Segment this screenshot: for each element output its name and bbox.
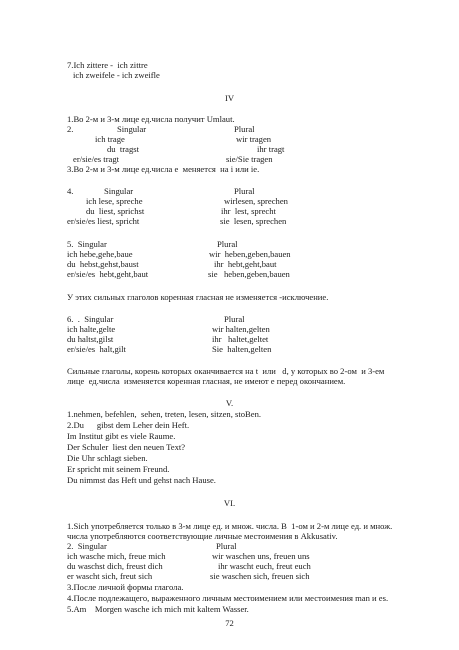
text-line: du waschst dich, freust dich <box>67 561 163 571</box>
text-line: ich halte,gelte <box>67 324 116 334</box>
text-line: 4. <box>67 186 74 196</box>
text-line: Plural <box>234 186 255 196</box>
text-line: wir halten,gelten <box>212 324 270 334</box>
text-line: ich lese, spreche <box>86 196 143 206</box>
text-line: числа употребляются соответствующие личные местоимения в Akkusativ. <box>67 531 338 541</box>
text-line: ihr haltet,geltet <box>212 334 269 344</box>
text-line: Plural <box>217 239 238 249</box>
text-line: sie lesen, sprechen <box>220 216 287 226</box>
text-line: 1.nehmen, befehlen, sehen, treten, lesen, sitzen, stoBen. <box>67 409 262 419</box>
text-line: Sie halten,gelten <box>212 344 272 354</box>
text-line: Plural <box>216 541 237 551</box>
text-line: 1.Sich употребляется только в 3-м лице ед. и множ. числа. В 1-ом и 2-м лице ед. и множ. <box>67 521 393 531</box>
text-line: wir waschen uns, freuen uns <box>212 551 310 561</box>
text-line: ich wasche mich, freue mich <box>67 551 166 561</box>
text-line: 5. Singular <box>67 239 107 249</box>
text-line: du tragst <box>107 144 139 154</box>
text-line: 6. . Singular <box>67 314 114 324</box>
text-line: 2. <box>67 124 74 134</box>
text-line: er/sie/es liest, spricht <box>67 216 140 226</box>
text-line: er/sie/es tragt <box>73 154 120 164</box>
text-line: Im Institut gibt es viele Raume. <box>67 431 176 441</box>
text-line: ich hebe,gehe,baue <box>67 249 133 259</box>
text-line: ihr lest, sprecht <box>221 206 276 216</box>
text-line: ich trage <box>95 134 125 144</box>
text-line: ihr hebt,geht,baut <box>214 259 277 269</box>
text-line: 72 <box>225 618 234 628</box>
text-line: ich zweifele - ich zweifle <box>73 70 160 80</box>
text-line: du haltst,gilst <box>67 334 114 344</box>
text-line: Plural <box>234 124 255 134</box>
text-line: Singular <box>104 186 134 196</box>
text-line: er/sie/es halt,gilt <box>67 344 126 354</box>
text-line: Сильные глаголы, корень которых оканчивается на t или d, у которых во 2-ом и 3-ем <box>67 366 385 376</box>
text-line: 3.После личной формы глагола. <box>67 582 184 592</box>
text-line: sie heben,geben,bauen <box>208 269 290 279</box>
text-line: wir tragen <box>236 134 272 144</box>
text-line: Die Uhr schlagt sieben. <box>67 453 148 463</box>
text-line: ihr tragt <box>257 144 285 154</box>
text-line: 2. Singular <box>67 541 107 551</box>
text-line: du hebst,gehst,baust <box>67 259 139 269</box>
text-line: sie waschen sich, freuen sich <box>210 571 310 581</box>
text-line: wirlesen, sprechen <box>224 196 288 206</box>
text-line: 7.Ich zittere - ich zittre <box>67 60 148 70</box>
text-line: Er spricht mit seinem Freund. <box>67 464 170 474</box>
text-line: 1.Во 2-м и 3-м лице ед.числа получит Umlaut. <box>67 114 235 124</box>
text-line: IV <box>224 93 235 103</box>
text-line: Singular <box>117 124 147 134</box>
text-line: sie/Sie tragen <box>226 154 273 164</box>
text-line: Plural <box>224 314 245 324</box>
text-line: Der Schuler liest den neuen Text? <box>67 442 186 452</box>
text-line: er/sie/es hebt,geht,baut <box>67 269 149 279</box>
text-line: Du nimmst das Heft und gehst nach Hause. <box>67 475 216 485</box>
text-line: wir heben,geben,bauen <box>209 249 291 259</box>
text-line: V. <box>225 398 234 408</box>
text-line: 5.Am Morgen wasche ich mich mit kaltem Wasser. <box>67 604 249 614</box>
text-line: ihr wascht euch, freut euch <box>218 561 311 571</box>
text-line: 2.Du gibst dem Leher dein Heft. <box>67 420 190 430</box>
text-line: У этих сильных глаголов коренная гласная не изменяется -исключение. <box>67 292 329 302</box>
text-line: лице ед.числа изменяется коренная гласная, не имеют е перед окончанием. <box>67 376 346 386</box>
text-line: VI. <box>223 498 236 508</box>
text-line: 4.После подлежащего, выраженного личным местоимением или местоимения man и es. <box>67 593 389 603</box>
text-line: du liest, sprichst <box>86 206 145 216</box>
text-line: 3.Во 2-м и 3-м лице ед.числа е меняется на i или ie. <box>67 164 260 174</box>
text-line: er wascht sich, freut sich <box>67 571 153 581</box>
